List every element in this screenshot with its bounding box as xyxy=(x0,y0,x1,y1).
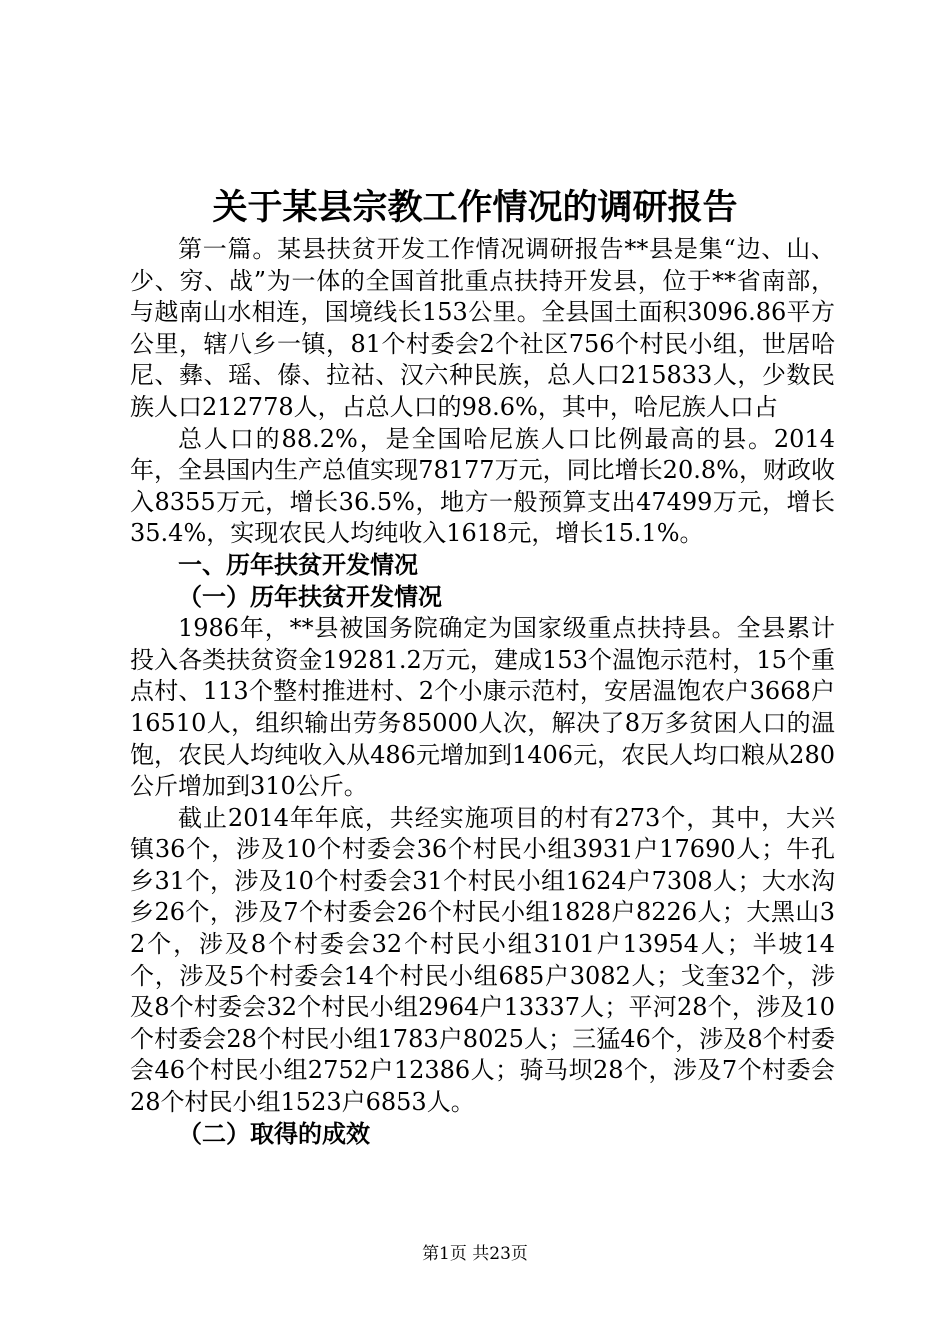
document-body xyxy=(130,234,835,1150)
subsection-heading: （一）历年扶贫开发情况 xyxy=(178,582,442,611)
paragraph-economy: 总人口的88.2%，是全国哈尼族人口比例最高的县。2014年，全县国内生产总值实现78177万元，同比增长20.8%，财政收入8355万元，增长36.5%，地方一般预算支出47499万元，增长35.4%，实现农民人均纯收入1618元，增长15.1%。 xyxy=(130,424,835,548)
section-heading: 一、历年扶贫开发情况 xyxy=(178,550,418,579)
paragraph-intro: 第一篇。某县扶贫开发工作情况调研报告**县是集“边、山、少、穷、战”为一体的全国首批重点扶持开发县，位于**省南部，与越南山水相连，国境线长153公里。全县国土面积3096.86平方公里，辖八乡一镇，81个村委会2个社区756个村民小组，世居哈尼、彝、瑶、傣、拉祜、汉六种民族，总人口215833人，少数民族人口212778人，占总人口的98.6%，其中，哈尼族人口占 xyxy=(130,235,835,421)
document-title: 关于某县宗教工作情况的调研报告 xyxy=(212,188,738,228)
paragraph-history: 1986年，**县被国务院确定为国家级重点扶持县。全县累计投入各类扶贫资金19281.2万元，建成153个温饱示范村，15个重点村、113个整村推进村、2个小康示范村，安居温饱农户3668户16510人，组织输出劳务85000人次，解决了8万多贫困人口的温饱，农民人均纯收入从486元增加到1406元，农民人均口粮从280公斤增加到310公斤。 xyxy=(130,614,835,801)
subsection-heading: （二）取得的成效 xyxy=(178,1119,370,1148)
paragraph-projects: 截止2014年年底，共经实施项目的村有273个，其中，大兴镇36个，涉及10个村委会36个村民小组3931户17690人；牛孔乡31个，涉及10个村委会31个村民小组1624户7308人；大水沟乡26个，涉及7个村委会26个村民小组1828户8226人；大黑山32个，涉及8个村委会32个村民小组3101户13954人；半坡14个，涉及5个村委会14个村民小组685户3082人；戈奎32个，涉及8个村委会32个村民小组2964户13337人；平河28个，涉及10个村委会28个村民小组1783户8025人；三猛46个，涉及8个村委会46个村民小组2752户12386人；骑马坝28个，涉及7个村委会28个村民小组1523户6853人。 xyxy=(130,803,835,1117)
page-footer: 第1页 共23页 xyxy=(422,1244,528,1264)
